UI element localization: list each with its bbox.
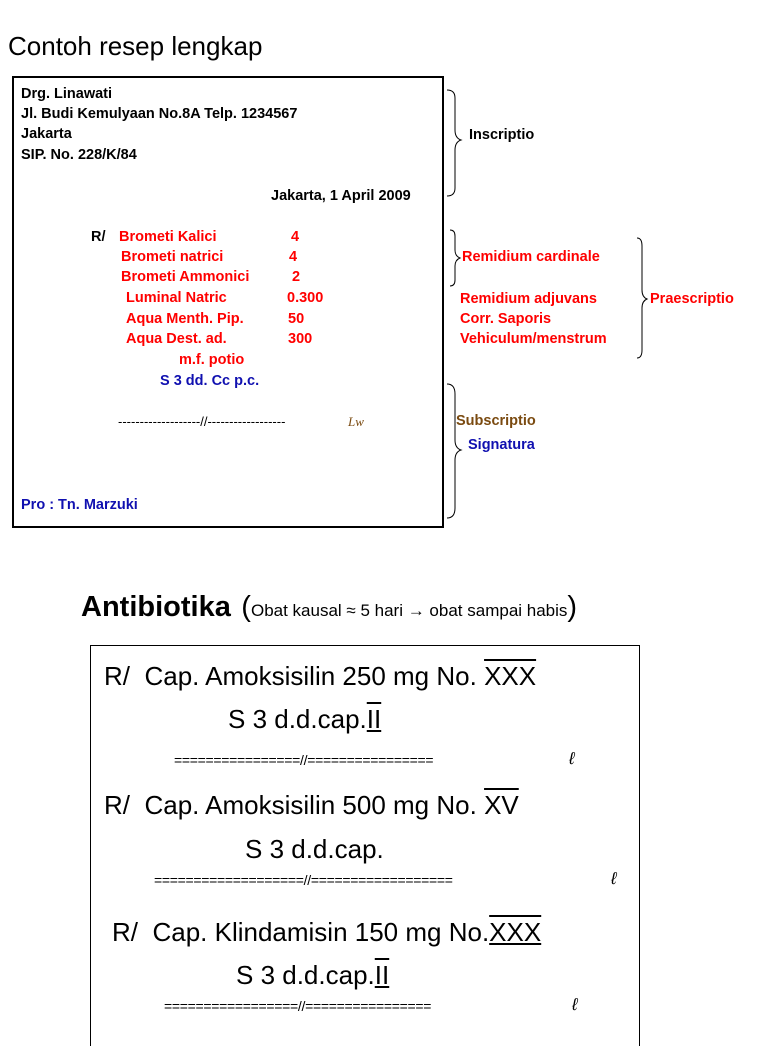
antibiotika-title: Antibiotika — [81, 591, 231, 623]
roman-quantity: $\overline{XV}$ — [484, 790, 519, 820]
prescription-date: Jakarta, 1 April 2009 — [271, 188, 411, 204]
signa-text: S 3 d.d.cap. — [236, 960, 375, 990]
brace-cardinale — [450, 230, 460, 286]
signature-line: -------------------//------------------ — [118, 414, 286, 429]
ingredient-name: Brometi Ammonici — [121, 269, 250, 285]
rx-line — [104, 790, 519, 821]
signa-quantity: II — [366, 704, 382, 734]
label-corr-saporis: Corr. Saporis — [460, 311, 552, 327]
label-signatura: Signatura — [468, 437, 535, 453]
page-title: Contoh resep lengkap — [8, 31, 263, 61]
drug-name: Cap. Klindamisin 150 mg No. — [152, 917, 490, 947]
ingredient-qty: 4 — [291, 229, 300, 245]
close-paren: ) — [567, 591, 578, 623]
doctor-address: Jl. Budi Kemulyaan No.8A Telp. 1234567 — [21, 106, 298, 122]
ingredient-qty: 50 — [288, 311, 305, 327]
signa-line — [245, 834, 384, 865]
signa-text: S 3 d.d.cap. — [245, 834, 384, 864]
ingredient-name: Brometi Kalici — [119, 229, 217, 245]
label-inscriptio: Inscriptio — [469, 127, 535, 143]
rx-line — [104, 661, 536, 692]
paraf-mark: ℓ — [572, 995, 578, 1014]
r-symbol: R/ — [91, 229, 106, 245]
label-subscriptio: Subscriptio — [456, 413, 536, 429]
open-paren: ( — [241, 591, 251, 623]
patient-name: Pro : Tn. Marzuki — [21, 497, 138, 513]
label-remidium-adjuvans: Remidium adjuvans — [460, 291, 597, 307]
ingredient-name: Aqua Menth. Pip. — [126, 311, 244, 327]
ingredient-qty: 300 — [288, 331, 313, 347]
ingredient-name: Aqua Dest. ad. — [126, 331, 227, 347]
r-symbol: R/ — [112, 917, 138, 947]
ingredient-name: Brometi natrici — [121, 249, 224, 265]
label-vehiculum: Vehiculum/menstrum — [460, 331, 607, 347]
drug-name: Cap. Amoksisilin 250 mg No. — [144, 661, 477, 691]
doctor-city: Jakarta — [21, 126, 72, 142]
ingredient-qty: 4 — [289, 249, 298, 265]
antibiotika-heading — [81, 591, 577, 624]
brace-subscriptio — [447, 384, 461, 518]
doctor-name: Drg. Linawati — [21, 86, 113, 102]
rx-line — [112, 917, 541, 948]
ingredient-qty: 2 — [292, 269, 301, 285]
signa-quantity: II — [374, 960, 390, 990]
r-symbol: R/ — [104, 661, 130, 691]
mf-instruction: m.f. potio — [179, 352, 245, 368]
ingredient-qty: 0.300 — [287, 290, 324, 306]
brace-inscriptio — [447, 90, 461, 196]
paraf-mark: ℓ — [569, 749, 575, 768]
separator-line: ===================//================== — [154, 872, 453, 888]
r-symbol: R/ — [104, 790, 130, 820]
paraf-mark: Lw — [348, 414, 364, 429]
sip-number: SIP. No. 228/K/84 — [21, 147, 137, 163]
label-praescriptio: Praescriptio — [650, 291, 734, 307]
drug-name: Cap. Amoksisilin 500 mg No. — [144, 790, 477, 820]
signa-instruction: S 3 dd. Cc p.c. — [160, 373, 260, 389]
roman-quantity: XXX — [489, 917, 542, 947]
separator-line: =================//================ — [164, 998, 432, 1014]
signa-text: S 3 d.d.cap. — [228, 704, 367, 734]
label-remidium-cardinale: Remidium cardinale — [462, 249, 600, 265]
antibiotika-subtitle: Obat kausal ≈ 5 hari → obat sampai habis — [250, 601, 568, 620]
signa-line — [236, 960, 389, 991]
signa-line — [228, 704, 381, 735]
paraf-mark: ℓ — [611, 869, 617, 888]
brace-praescriptio — [637, 238, 647, 358]
roman-quantity: $\overline{XXX}$ — [484, 661, 537, 691]
separator-line: ================//================ — [174, 752, 434, 768]
ingredient-name: Luminal Natric — [126, 290, 227, 306]
